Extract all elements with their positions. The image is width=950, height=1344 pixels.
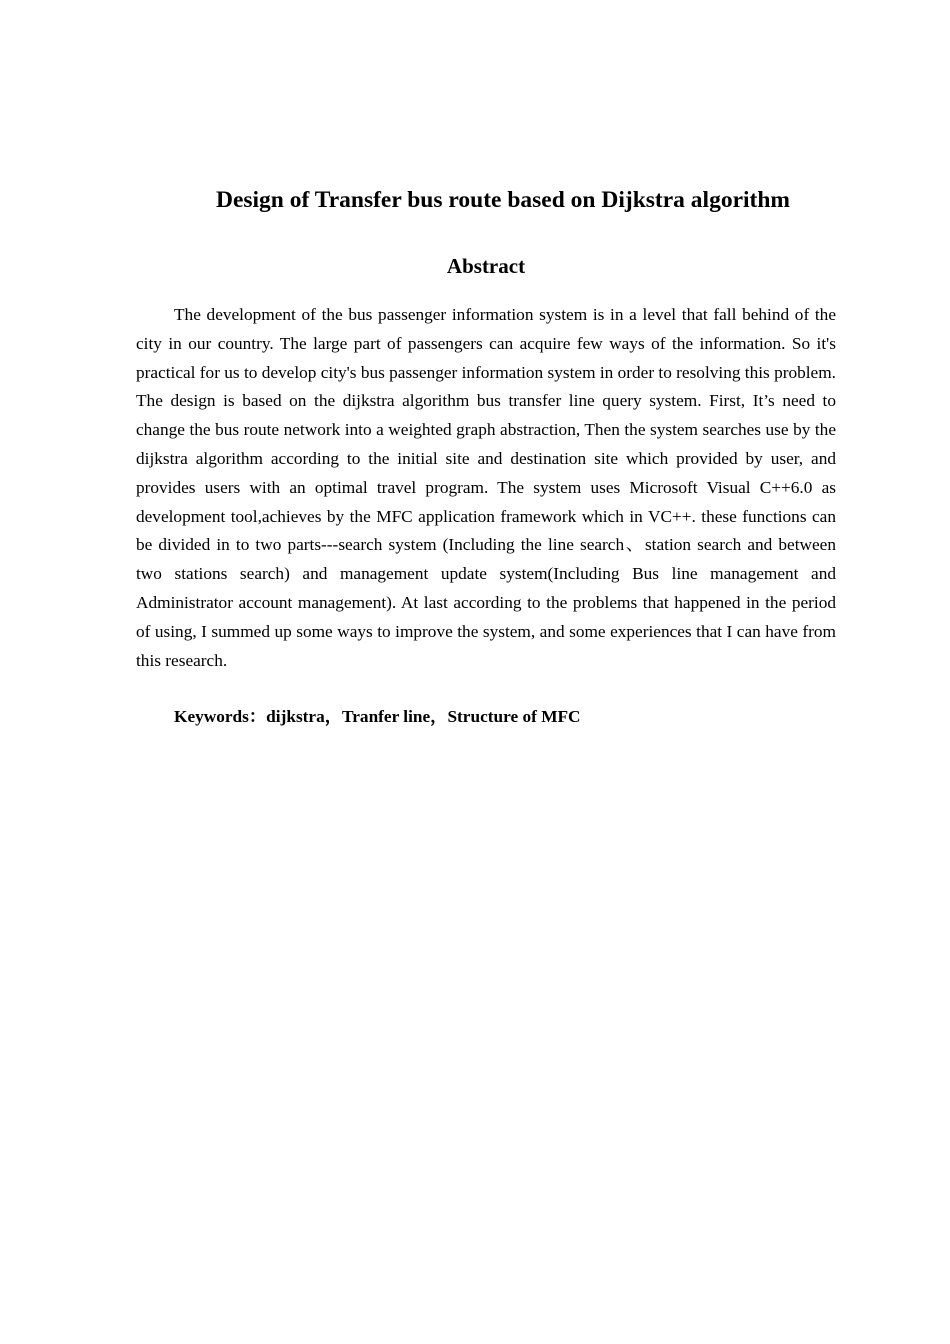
abstract-heading: Abstract [446,254,526,278]
keywords-line: Keywords：dijkstra，Tranfer line，Structure of MFC [174,707,581,726]
document-title: Design of Transfer bus route based on Dijkstra algorithm [215,187,791,213]
abstract-body: The development of the bus passenger information system is in a level that fall behind of the city in our country. The large part of passengers can acquire few ways of the information. So it's practical for us to develop city's bus passenger information system in order to resolving this problem. The design is based on the dijkstra algorithm bus transfer line query system. First, It’s need to change the bus route network into a weighted graph abstraction, Then the system searches use by the dijkstra algorithm according to the initial site and destination site which provided by user, and provides users with an optimal travel program. The system uses Microsoft Visual C++6.0 as development tool,achieves by the MFC application framework which in VC++. these functions can be divided in to two parts---search system (Including the line search、station search and between two stations search) and management update system(Including Bus line management and Administrator account management). At last according to the problems that happened in the period of using, I summed up some ways to improve the system, and some experiences that I can have from this research. [136,305,836,670]
